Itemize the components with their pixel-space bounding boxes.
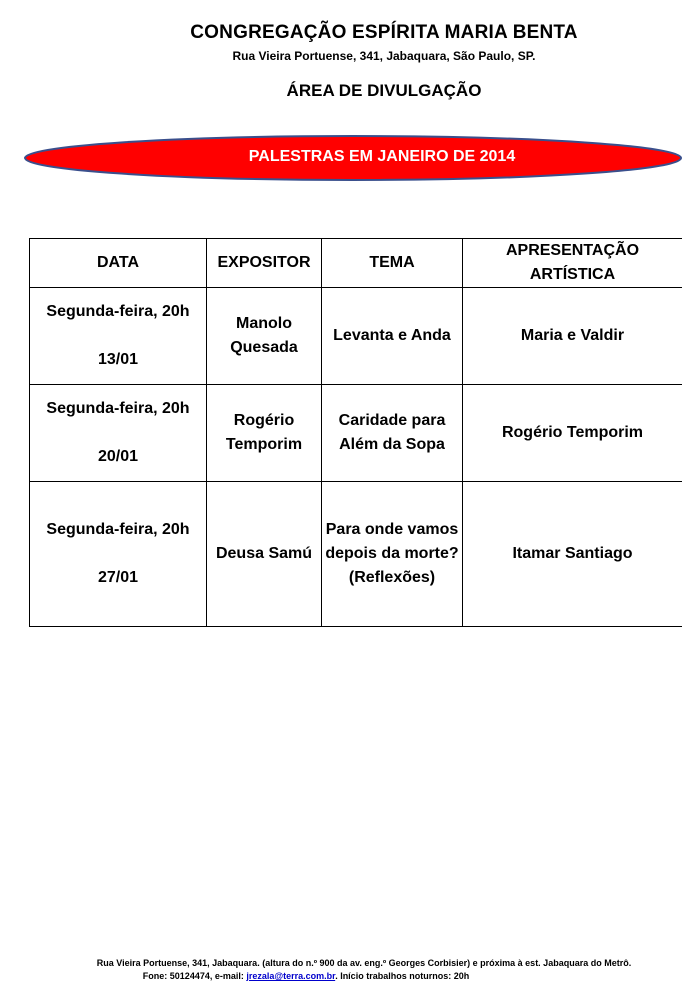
table-row xyxy=(30,482,682,627)
column-header-theme: TEMA xyxy=(322,239,463,288)
date: 20/01 xyxy=(97,448,139,465)
column-header-date: DATA xyxy=(30,239,207,288)
weekday-time: Segunda-feira, 20h xyxy=(46,521,190,538)
date-cell xyxy=(30,288,207,385)
footer-phone: Fone: 50124474, e-mail: xyxy=(142,971,247,981)
artistic-cell: Itamar Santiago xyxy=(463,482,682,627)
date-cell xyxy=(30,385,207,482)
banner xyxy=(24,135,682,181)
section-heading: ÁREA DE DIVULGAÇÃO xyxy=(286,81,482,100)
footer-hours: . Início trabalhos noturnos: 20h xyxy=(335,971,470,981)
page-title: CONGREGAÇÃO ESPÍRITA MARIA BENTA xyxy=(190,22,578,43)
email-link[interactable]: jrezala@terra.com.br xyxy=(246,971,336,981)
column-header-speaker: EXPOSITOR xyxy=(207,239,322,288)
table-row xyxy=(30,385,682,482)
footer-address: Rua Vieira Portuense, 341, Jabaquara. (altura do n.º 900 da av. eng.º Georges Corbisier) e próxima à est. Jabaquara do Metrô. xyxy=(96,958,632,968)
column-header-artistic: APRESENTAÇÃO ARTÍSTICA xyxy=(463,239,682,288)
date-cell xyxy=(30,482,207,627)
weekday-time: Segunda-feira, 20h xyxy=(46,303,190,320)
footer-contact xyxy=(0,971,612,981)
header-address: Rua Vieira Portuense, 341, Jabaquara, São Paulo, SP. xyxy=(232,49,536,63)
speaker-cell: Deusa Samú xyxy=(207,482,322,627)
artistic-cell: Maria e Valdir xyxy=(463,288,682,385)
banner-text: PALESTRAS EM JANEIRO DE 2014 xyxy=(248,148,516,165)
weekday-time: Segunda-feira, 20h xyxy=(46,400,190,417)
speaker-cell: Rogério Temporim xyxy=(207,385,322,482)
schedule-table xyxy=(29,238,682,627)
table-header-row xyxy=(30,239,682,288)
theme-cell: Caridade para Além da Sopa xyxy=(322,385,463,482)
theme-cell: Levanta e Anda xyxy=(322,288,463,385)
table-row xyxy=(30,288,682,385)
date: 13/01 xyxy=(97,351,139,368)
speaker-cell: Manolo Quesada xyxy=(207,288,322,385)
date: 27/01 xyxy=(97,569,139,586)
theme-cell: Para onde vamos depois da morte? (Reflexões) xyxy=(322,482,463,627)
artistic-cell: Rogério Temporim xyxy=(463,385,682,482)
